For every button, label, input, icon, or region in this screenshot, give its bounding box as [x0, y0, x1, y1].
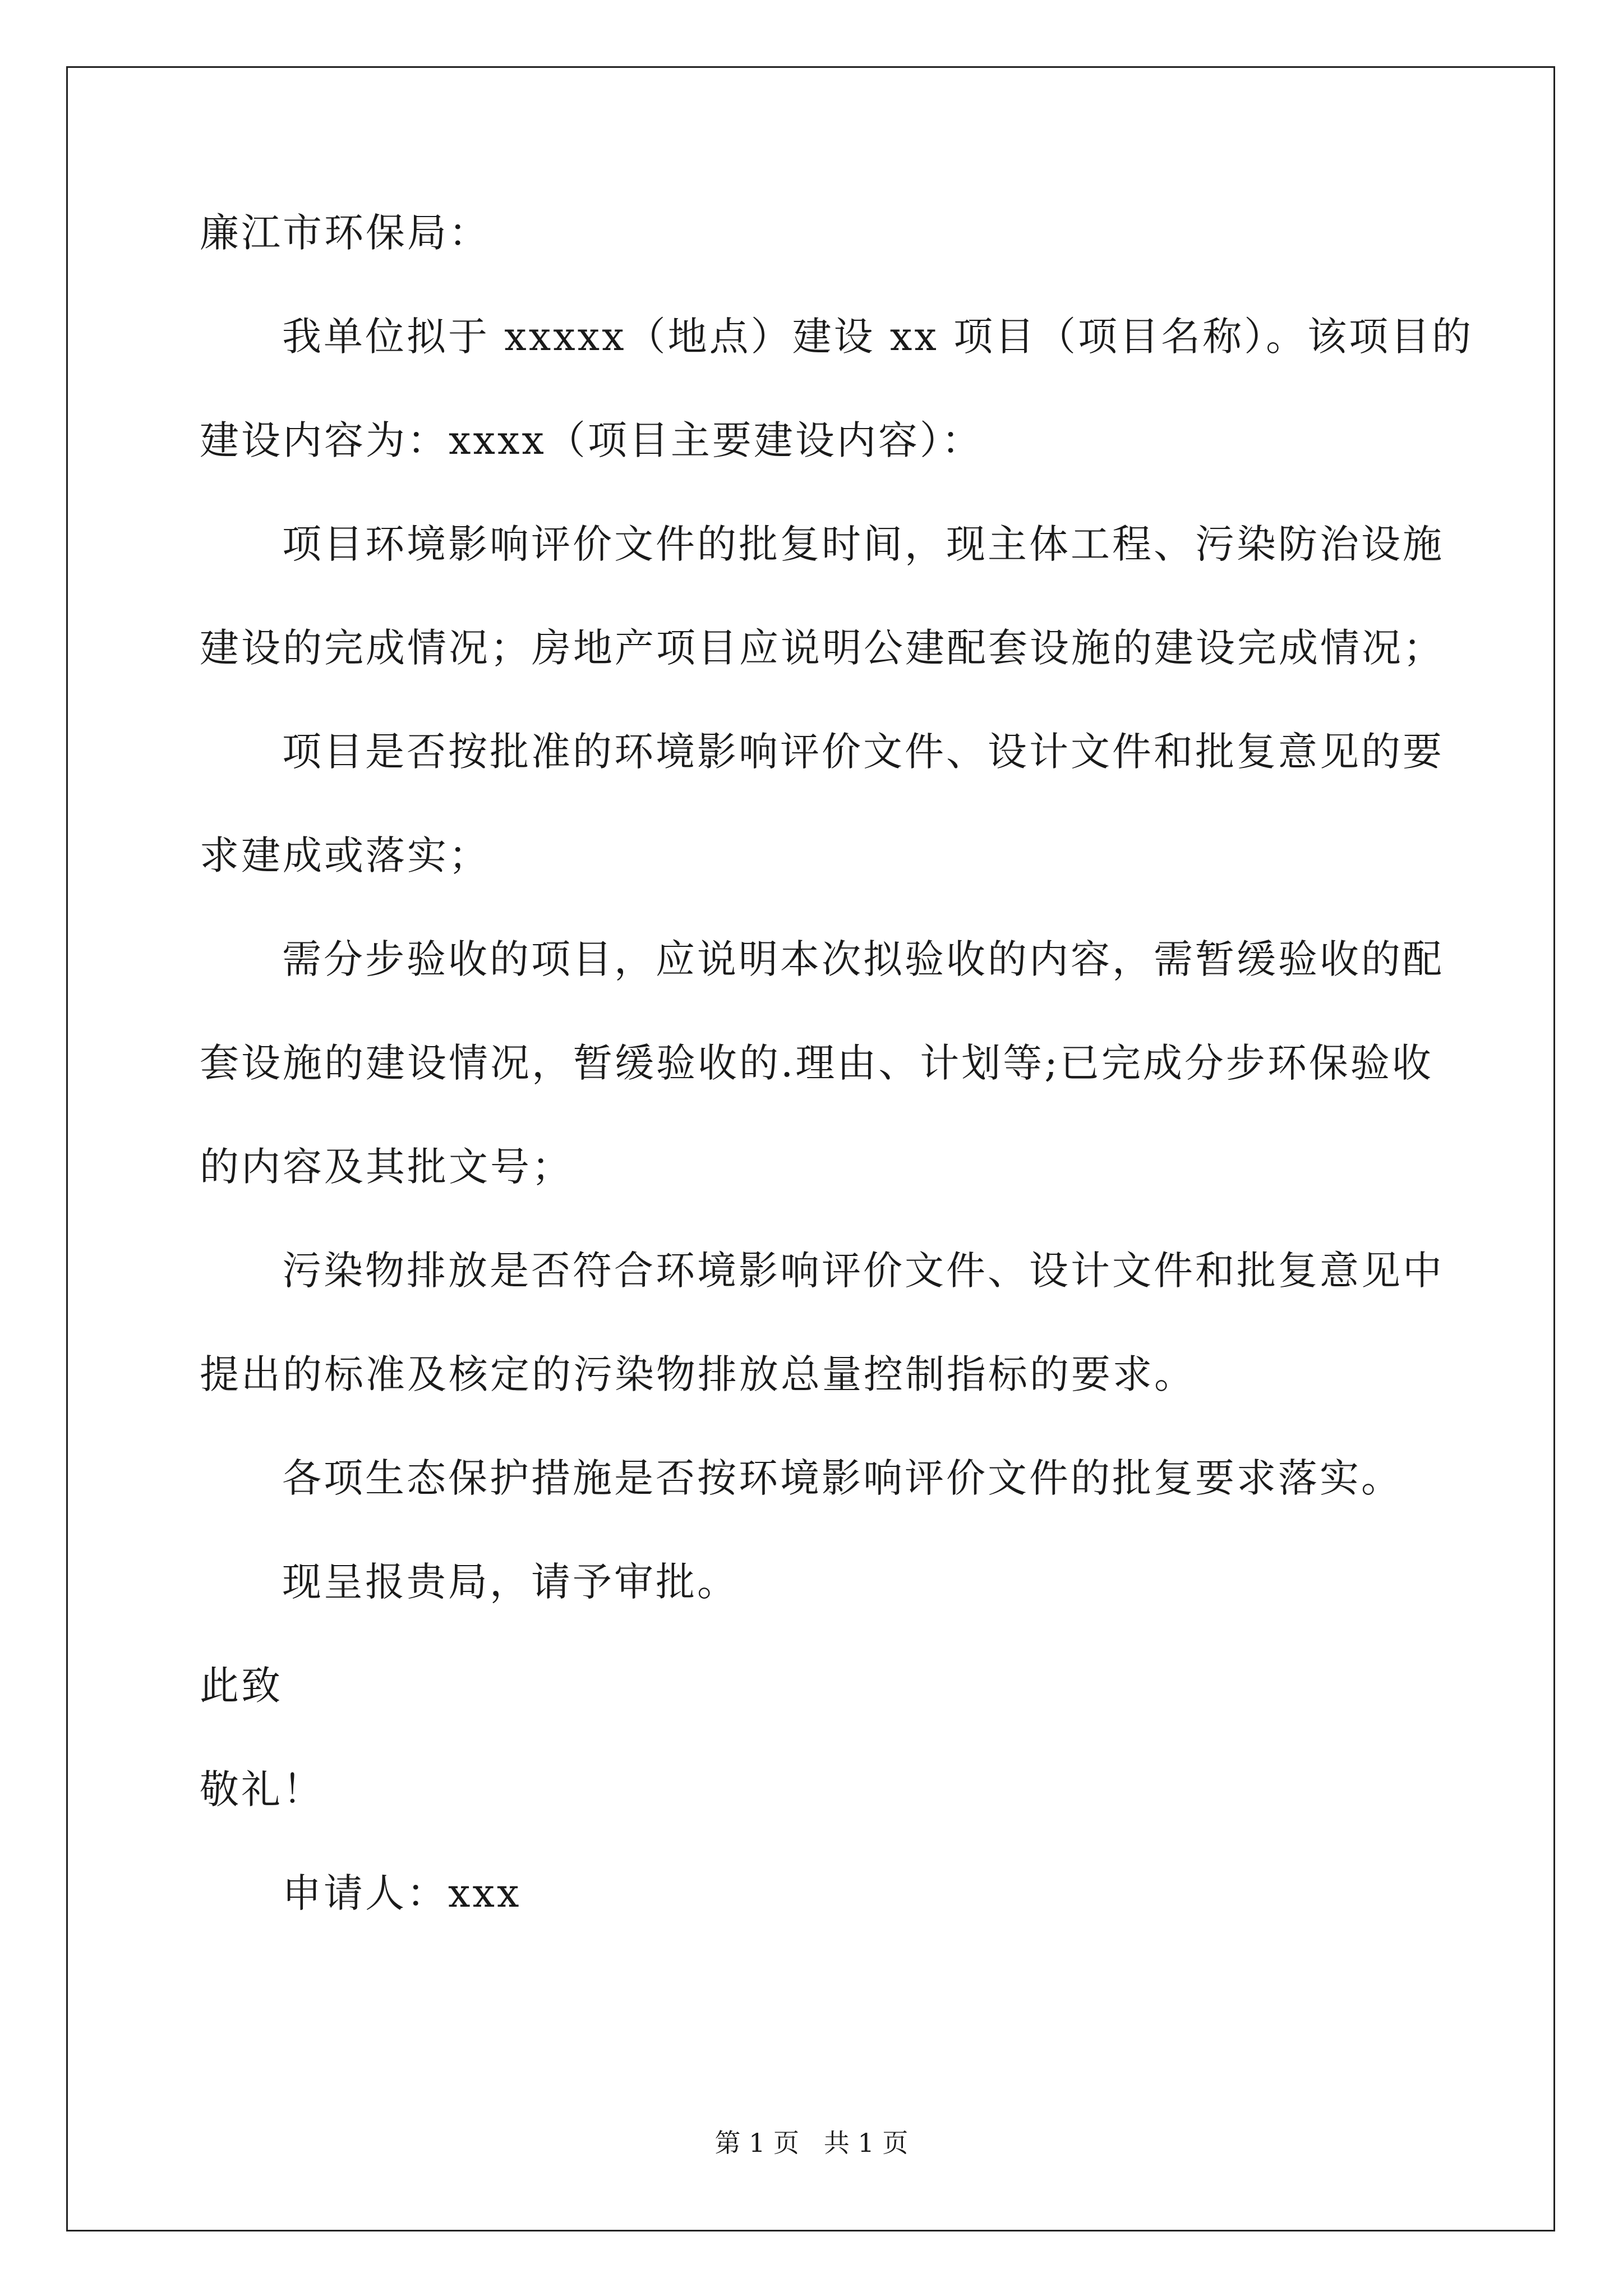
closing: 此致 — [200, 1663, 283, 1709]
body-line-6: 求建成或落实； — [200, 832, 490, 878]
body-line-5: 项目是否按批准的环境影响评价文件、设计文件和批复意见的要 — [282, 729, 1444, 775]
body-line-7: 需分步验收的项目，应说明本次拟验收的内容，需暂缓验收的配 — [282, 936, 1444, 982]
body-line-8: 套设施的建设情况，暂缓验收的.理由、计划等;已完成分步环保验收 — [200, 1040, 1433, 1086]
body-line-10: 污染物排放是否符合环境影响评价文件、设计文件和批复意见中 — [282, 1248, 1444, 1294]
body-line-4: 建设的完成情况；房地产项目应说明公建配套设施的建设完成情况； — [200, 625, 1445, 671]
body-line-9: 的内容及其批文号； — [200, 1144, 573, 1190]
applicant: 申请人：xxx — [282, 1870, 522, 1916]
body-line-2: 建设内容为：xxxx（项目主要建设内容）： — [200, 417, 983, 463]
body-line-13: 现呈报贵局，请予审批。 — [282, 1559, 739, 1605]
body-line-3: 项目环境影响评价文件的批复时间，现主体工程、污染防治设施 — [282, 521, 1444, 567]
body-line-1: 我单位拟于 xxxxx（地点）建设 xx 项目（项目名称）。该项目的 — [282, 314, 1474, 360]
body-line-11: 提出的标准及核定的污染物排放总量控制指标的要求。 — [200, 1351, 1196, 1397]
salutation: 敬礼！ — [200, 1766, 324, 1812]
page-footer: 第 1 页 共 1 页 — [714, 2128, 909, 2158]
recipient: 廉江市环保局： — [200, 210, 490, 256]
body-line-12: 各项生态保护措施是否按环境影响评价文件的批复要求落实。 — [282, 1455, 1403, 1501]
